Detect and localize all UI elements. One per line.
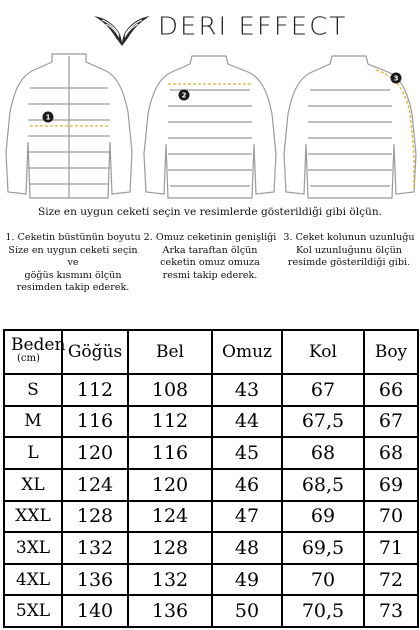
note-line: ceketin omuz omuza (160, 257, 260, 269)
table-cell: 116 (128, 437, 212, 469)
table-cell: 69 (282, 501, 364, 533)
table-row (4, 595, 418, 627)
measure-markers (43, 73, 402, 123)
table-row (4, 406, 418, 438)
size-cell: XL (4, 469, 62, 501)
table-cell: 112 (62, 374, 128, 406)
table-cell: 128 (62, 501, 128, 533)
table-cell: 67 (282, 374, 364, 406)
brand-header (0, 4, 420, 48)
note-line: göğüs kısmını ölçün (24, 269, 122, 281)
table-cell: 67,5 (282, 406, 364, 438)
brand-wing-logo-icon (92, 10, 152, 50)
note-line: 3. Ceket kolunun uzunluğu (283, 232, 415, 243)
jacket-measurement-illustration (0, 52, 420, 202)
note-line: resmi takip ederek. (162, 269, 258, 281)
table-cell: 47 (212, 501, 282, 533)
size-cell: 4XL (4, 564, 62, 596)
marker-3-label: 3 (393, 74, 399, 83)
table-cell: 108 (128, 374, 212, 406)
note-shoulder (142, 232, 278, 282)
jacket-front-figure (6, 54, 132, 198)
size-chart-table (3, 329, 417, 628)
table-cell: 120 (128, 469, 212, 501)
table-cell: 50 (212, 595, 282, 627)
size-cell: L (4, 437, 62, 469)
table-cell: 116 (62, 406, 128, 438)
header-waist: Bel (128, 330, 212, 374)
jacket-back-figure (144, 56, 276, 198)
table-cell: 43 (212, 374, 282, 406)
table-cell: 124 (62, 469, 128, 501)
instruction-caption: Size en uygun ceketi seçin ve resimlerde gösterildiği gibi ölçün. (37, 206, 383, 218)
note-sleeve (280, 232, 418, 270)
table-cell: 140 (62, 595, 128, 627)
table-cell: 68 (282, 437, 364, 469)
table-cell: 70,5 (282, 595, 364, 627)
header-size: Beden (cm) (4, 330, 62, 374)
header-shoulder: Omuz (212, 330, 282, 374)
brand-name: DERI EFFECT (158, 12, 348, 42)
table-cell: 69 (364, 469, 418, 501)
note-line: 1. Ceketin büstünün boyutu (5, 232, 141, 243)
table-cell: 120 (62, 437, 128, 469)
header-sleeve: Kol (282, 330, 364, 374)
size-cell: 3XL (4, 532, 62, 564)
table-cell: 124 (128, 501, 212, 533)
table-cell: 69,5 (282, 532, 364, 564)
table-cell: 112 (128, 406, 212, 438)
table-header-row (4, 330, 418, 374)
unit-label: (cm) (17, 353, 40, 364)
table-cell: 68 (364, 437, 418, 469)
table-cell: 128 (128, 532, 212, 564)
table-cell: 72 (364, 564, 418, 596)
table-cell: 136 (62, 564, 128, 596)
note-line: Arka taraftan ölçün (162, 244, 258, 256)
header-chest: Göğüs (62, 330, 128, 374)
table-cell: 70 (364, 501, 418, 533)
note-line: resimden takip ederek. (16, 282, 130, 294)
table-cell: 67 (364, 406, 418, 438)
table-cell: 48 (212, 532, 282, 564)
table-row (4, 374, 418, 406)
table-cell: 71 (364, 532, 418, 564)
table-row (4, 564, 418, 596)
table-cell: 45 (212, 437, 282, 469)
note-chest (4, 232, 142, 295)
note-line: Kol uzunluğunu ölçün (296, 244, 402, 256)
table-row (4, 437, 418, 469)
table-cell: 68,5 (282, 469, 364, 501)
header-length: Boy (364, 330, 418, 374)
table-cell: 44 (212, 406, 282, 438)
table-cell: 70 (282, 564, 364, 596)
note-line: 2. Omuz ceketinin genişliği (143, 232, 277, 243)
size-cell: M (4, 406, 62, 438)
size-cell: 5XL (4, 595, 62, 627)
table-cell: 136 (128, 595, 212, 627)
size-cell: S (4, 374, 62, 406)
table-row (4, 501, 418, 533)
table-cell: 132 (62, 532, 128, 564)
note-line: resimde gösterildiği gibi. (287, 257, 411, 269)
table-cell: 132 (128, 564, 212, 596)
marker-1-label: 1 (45, 113, 51, 122)
table-cell: 46 (212, 469, 282, 501)
table-row (4, 469, 418, 501)
marker-2-label: 2 (181, 91, 187, 100)
table-cell: 73 (364, 595, 418, 627)
table-cell: 66 (364, 374, 418, 406)
table-row (4, 532, 418, 564)
table-cell: 49 (212, 564, 282, 596)
size-cell: XXL (4, 501, 62, 533)
note-line: Size en uygun ceketi seçin ve (8, 244, 138, 269)
